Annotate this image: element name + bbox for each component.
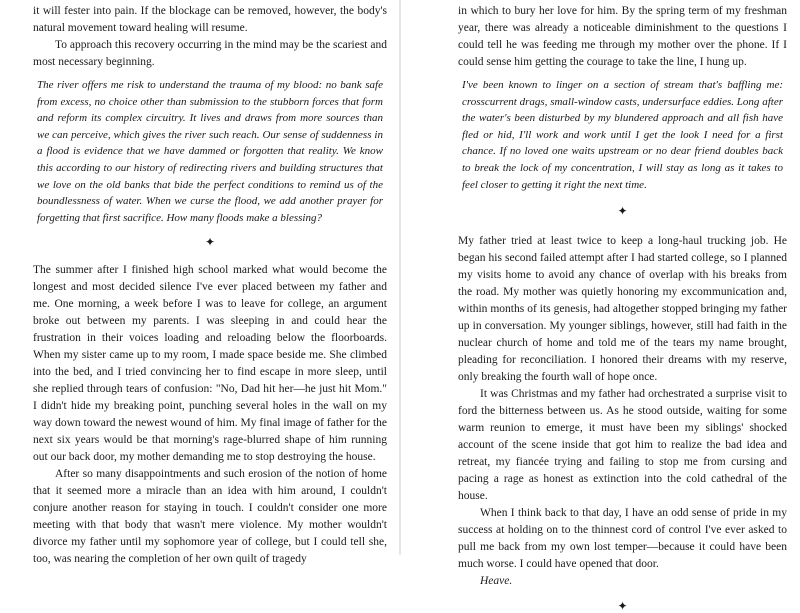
paragraph: The summer after I finished high school marked what would become the longest and most decided silence I've ever placed between my father and me. One morning, a week before I was to leave for college, an argument broke out between my parents. I was sleeping in and could hear the frustration in their voices loading and reloading below the floorboards. When my sister came up to my room, I made space beside me. She climbed into the bed, and I tried convincing her to find escape in more sleep, until she replied through tears of confusion: "No, Dad hit her—he just hit Mom." I didn't hide my breaking point, punching several holes in the wall on my way down toward the newest wound of him. My final image of father for the next six years would be that morning's rage-blurred shape of him running out our back door, my mother demanding me to stop destroying the house. [33, 264, 387, 464]
paragraph: in which to bury her love for him. By the spring term of my freshman year, there was already a noticeable diminishment to the questions I could tell he was feeding me through my mother over the phone. If I could sense him getting the courage to take the line, I hung up. [458, 5, 787, 68]
section-ornament [33, 236, 387, 248]
section-ornament [458, 600, 787, 612]
paragraph: it will fester into pain. If the blockage can be removed, however, the body's natural movement toward healing will resume. [33, 5, 387, 34]
ornament-icon: ✦ [617, 204, 628, 219]
ornament-icon: ✦ [617, 599, 628, 613]
section-ornament [458, 205, 787, 217]
paragraph: After so many disappointments and such erosion of the notion of home that it seemed more a miracle than an idea with him around, I couldn't conjure another reason for staying in touch. I couldn't consider one more meeting with that body that wasn't mere violence. My mother wouldn't divorce my father until my sophomore year of college, but I could tell she, too, was nearing the completion of her own quilt of tragedy [33, 468, 387, 566]
italic-passage: I've been known to linger on a section of stream that's baffling me: crosscurrent drags, small-window casts, undersurface eddies. Long after the water's been disturbed by my blundered approach and all fish have fled or hid, I'll work and work until I get the look I need for a first chance. If no loved one waits upstream or no dear friend doubles back to break the lock of my concentration, I will stay as long as it takes to feel closer to getting it right the next time. [462, 79, 783, 191]
paragraph: To approach this recovery occurring in the mind may be the scariest and most necessary beginning. [33, 39, 387, 68]
left-page [0, 0, 399, 566]
paragraph: When I think back to that day, I have an odd sense of pride in my success at holding on to the thinnest cord of control I've ever asked to pull me back from my own lost temper—because it could have been much worse. I could have opened that door. [458, 507, 787, 571]
paragraph: Heave. [480, 575, 513, 588]
italic-passage: The river offers me risk to understand the trauma of my blood: no bank safe from excess, no choice other than submission to the stubborn forces that form and reform its complex circuitry. It lives and draws from more sources than we can perceive, which gives the river such reach. Our sense of suddenness in a flood is evidence that we have dammed or forgotten that reality. We know this according to our history of redirecting rivers and building structures that we love on the old banks that bide the perfect conditions to remind us of the boundlessness of water. When we curse the flood, we add another prayer for forgetting that first sacrifice. How many floods make a blessing? [37, 79, 383, 224]
right-page [401, 0, 800, 613]
ornament-icon: ✦ [204, 235, 216, 250]
paragraph: It was Christmas and my father had orchestrated a surprise visit to ford the bitterness between us. As he stood outside, waiting for some warm reunion to emerge, it must have been my siblings' shocked account of the scene inside that got him to realize the bad idea and retreat, my fiancée trying and failing to stop me from cursing and pacing a rage as honest as extinction into the cold cathedral of the house. [458, 388, 787, 503]
paragraph: My father tried at least twice to keep a long-haul trucking job. He began his second failed attempt after I had started college, so I planned my visits home to avoid any chance of overlap with his breaks from the road. My mother was quietly honoring my excommunication and, within months of its genesis, had altogether stopped bringing my father up in conversation. My younger siblings, however, still had faith in the nuclear church of home and told me of the tears my name brought, pleading for reconciliation. I honored their dreams with my reserve, only breaking the fourth wall of hope once. [458, 235, 787, 384]
